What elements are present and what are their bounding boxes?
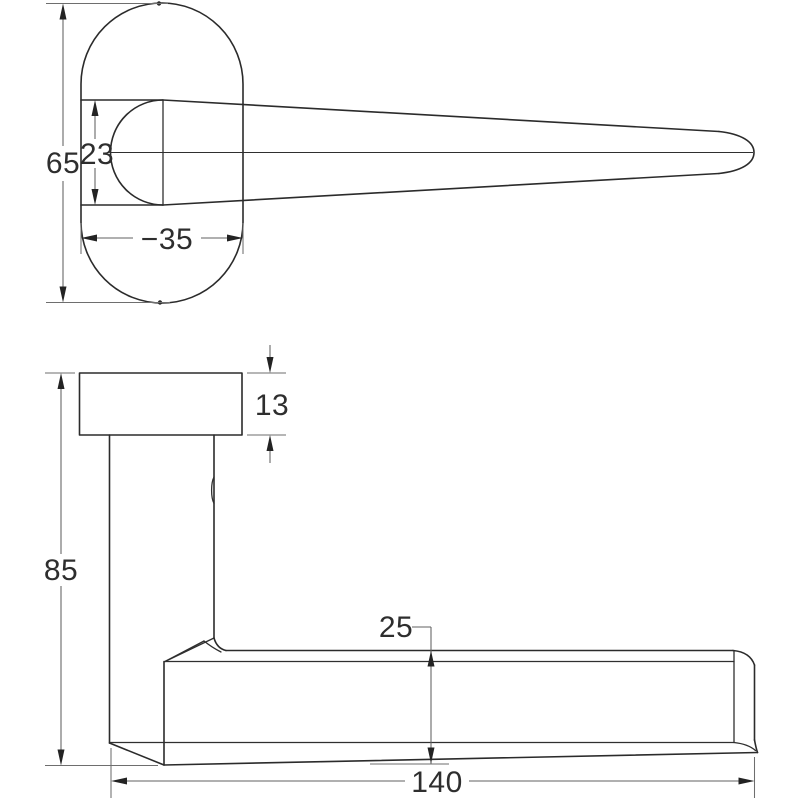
arrow-up-icon — [267, 435, 274, 451]
arrow-up-icon — [92, 100, 99, 116]
dimension-grip-height — [370, 611, 449, 764]
side-view — [44, 345, 758, 799]
transition-crease-inner — [165, 641, 204, 662]
arrow-down-icon — [267, 357, 274, 373]
lever-bottom-edge — [163, 174, 719, 206]
dimension-rose-depth — [247, 345, 289, 463]
arrow-up-icon — [58, 373, 65, 389]
dim-label-projection: 85 — [43, 554, 79, 587]
grip-front-bottom-edge — [164, 753, 758, 766]
grip-heel-chamfer — [110, 743, 165, 765]
arrow-right-icon — [739, 778, 755, 785]
top-view — [46, 1, 754, 304]
grip-tip-top-round — [733, 651, 755, 666]
arrow-down-icon — [92, 189, 99, 205]
arrow-down-icon — [428, 748, 435, 764]
arrow-up-icon — [428, 651, 435, 667]
dimension-rose-diameter — [81, 223, 243, 256]
rose-side-outline — [80, 373, 243, 435]
arrow-left-icon — [111, 778, 127, 785]
dim-label-length: 140 — [411, 766, 463, 799]
dimension-length — [111, 748, 755, 799]
dim-label-rose-depth: 13 — [254, 389, 290, 422]
dimension-projection — [44, 373, 158, 766]
arrow-down-icon — [60, 287, 67, 303]
dim-label-lever-width: 23 — [79, 138, 115, 171]
dim-label-grip-height: 25 — [378, 611, 414, 644]
dim-label-rose-diameter: −35 — [140, 223, 194, 256]
arrow-down-icon — [58, 750, 65, 766]
arrow-up-icon — [60, 4, 67, 20]
lever-top-edge — [163, 100, 719, 132]
dim-label-rose-length: 65 — [45, 147, 81, 180]
grip-tip-bottom-inner-round — [734, 743, 756, 751]
dimension-lever-width — [80, 100, 114, 205]
